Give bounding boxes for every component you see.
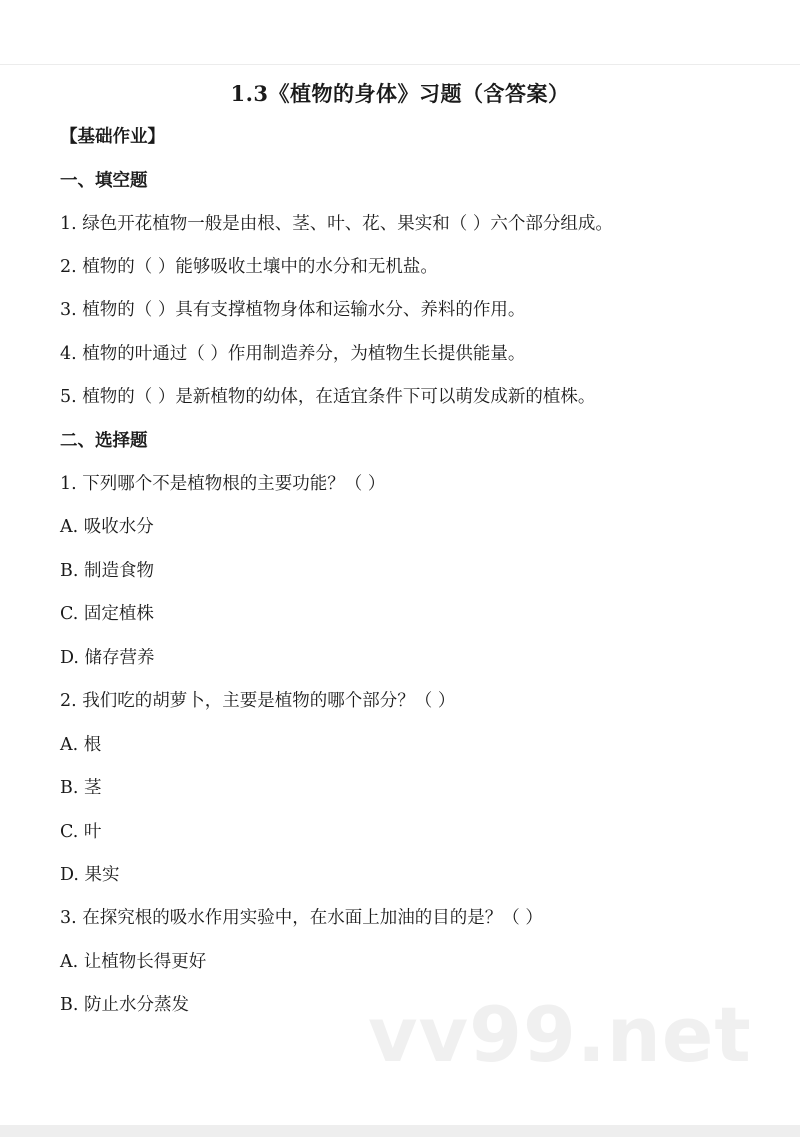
multiple-choice-heading: 二、选择题 xyxy=(60,431,148,451)
choice-option: C. 固定植株 xyxy=(60,604,154,624)
fill-in-heading: 一、填空题 xyxy=(60,171,148,191)
choice-option: A. 根 xyxy=(60,735,102,755)
fill-item: 5. 植物的（ ）是新植物的幼体，在适宜条件下可以萌发成新的植株。 xyxy=(60,387,596,407)
choice-option: B. 防止水分蒸发 xyxy=(60,995,189,1015)
choice-option: D. 储存营养 xyxy=(60,648,155,668)
fill-item: 4. 植物的叶通过（ ）作用制造养分，为植物生长提供能量。 xyxy=(60,344,526,364)
choice-option: D. 果实 xyxy=(60,865,120,885)
choice-option: A. 让植物长得更好 xyxy=(60,952,207,972)
fill-item: 2. 植物的（ ）能够吸收土壤中的水分和无机盐。 xyxy=(60,257,438,277)
fill-item: 1. 绿色开花植物一般是由根、茎、叶、花、果实和（ ）六个部分组成。 xyxy=(60,214,613,234)
choice-question: 3. 在探究根的吸水作用实验中，在水面上加油的目的是？（ ） xyxy=(60,908,543,928)
choice-option: B. 制造食物 xyxy=(60,561,154,581)
choice-question: 1. 下列哪个不是植物根的主要功能？（ ） xyxy=(60,474,386,494)
section-basic-heading: 【基础作业】 xyxy=(60,127,165,147)
watermark: vv99.net xyxy=(368,990,752,1079)
choice-option: B. 茎 xyxy=(60,778,102,798)
fill-item: 3. 植物的（ ）具有支撑植物身体和运输水分、养料的作用。 xyxy=(60,300,526,320)
choice-option: A. 吸收水分 xyxy=(60,517,154,537)
choice-question: 2. 我们吃的胡萝卜，主要是植物的哪个部分？（ ） xyxy=(60,691,456,711)
page-top-divider xyxy=(0,64,800,65)
page-title: 1.3《植物的身体》习题（含答案） xyxy=(230,81,570,106)
choice-option: C. 叶 xyxy=(60,822,102,842)
